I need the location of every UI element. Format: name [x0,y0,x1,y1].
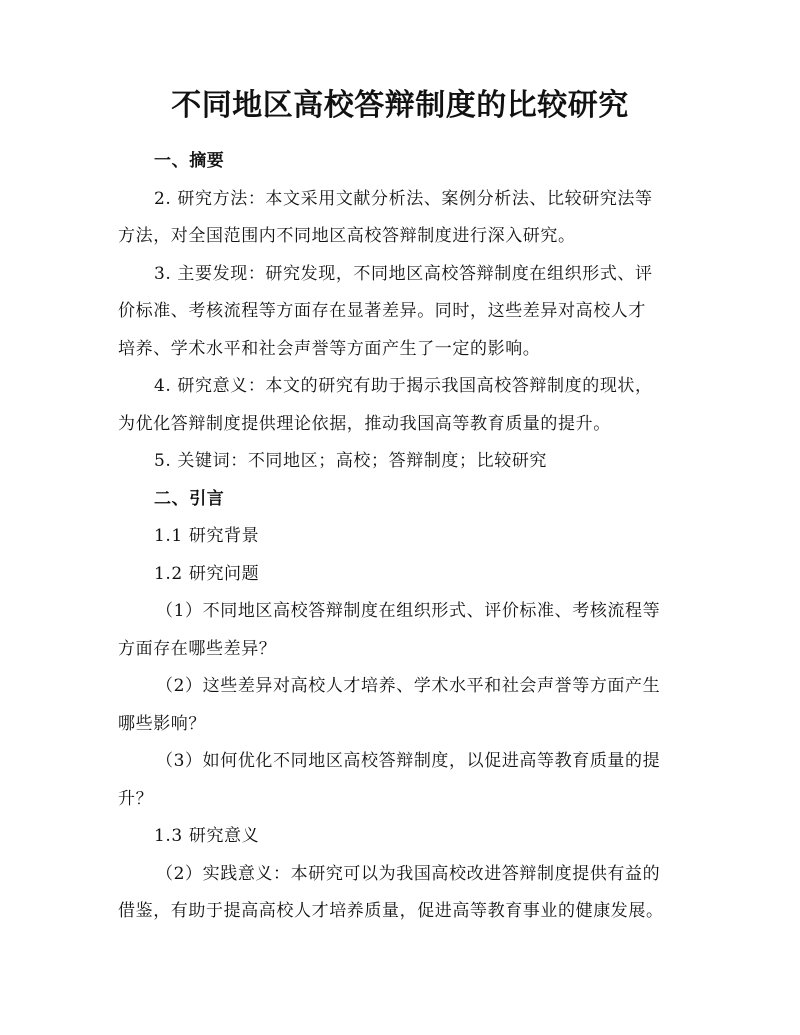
abstract-item-methods-line-1: 2. 研究方法：本文采用文献分析法、案例分析法、比较研究法等 [154,188,653,209]
abstract-item-keywords: 5. 关键词：不同地区；高校；答辩制度；比较研究 [154,451,548,471]
abstract-item-findings-line-2: 价标准、考核流程等方面存在显著差异。同时，这些差异对高校人才 [118,301,646,321]
question-1-line-2: 方面存在哪些差异？ [118,638,277,659]
question-2-line-2: 哪些影响？ [118,713,206,734]
practical-significance-line-1: （2）实践意义：本研究可以为我国高校改进答辩制度提供有益的 [156,863,661,884]
subsection-heading-significance: 1.3 研究意义 [154,826,260,846]
practical-significance-line-2: 借鉴，有助于提高高校人才培养质量，促进高等教育事业的健康发展。 [118,901,664,921]
document-body [118,143,678,931]
abstract-item-significance-line-1: 4. 研究意义：本文的研究有助于揭示我国高校答辩制度的现状， [154,376,653,396]
question-1-line-1: （1）不同地区高校答辩制度在组织形式、评价标准、考核流程等 [156,601,661,621]
subsection-heading-background: 1.1 研究背景 [154,526,260,546]
subsection-heading-questions: 1.2 研究问题 [154,563,260,584]
abstract-item-findings-line-1: 3. 主要发现：研究发现，不同地区高校答辩制度在组织形式、评 [154,263,653,284]
abstract-item-findings-line-3: 培养、学术水平和社会声誉等方面产生了一定的影响。 [118,338,541,359]
abstract-item-significance-line-2: 为优化答辩制度提供理论依据，推动我国高等教育质量的提升。 [118,413,611,434]
page-title: 不同地区高校答辩制度的比较研究 [171,88,629,123]
question-3-line-1: （3）如何优化不同地区高校答辩制度，以促进高等教育质量的提 [156,751,661,771]
question-3-line-2: 升？ [118,788,154,809]
abstract-item-methods-line-2: 方法，对全国范围内不同地区高校答辩制度进行深入研究。 [118,226,576,246]
section-heading-abstract: 一、摘要 [154,151,225,171]
question-2-line-1: （2）这些差异对高校人才培养、学术水平和社会声誉等方面产生 [156,676,661,696]
section-heading-introduction: 二、引言 [154,488,225,509]
